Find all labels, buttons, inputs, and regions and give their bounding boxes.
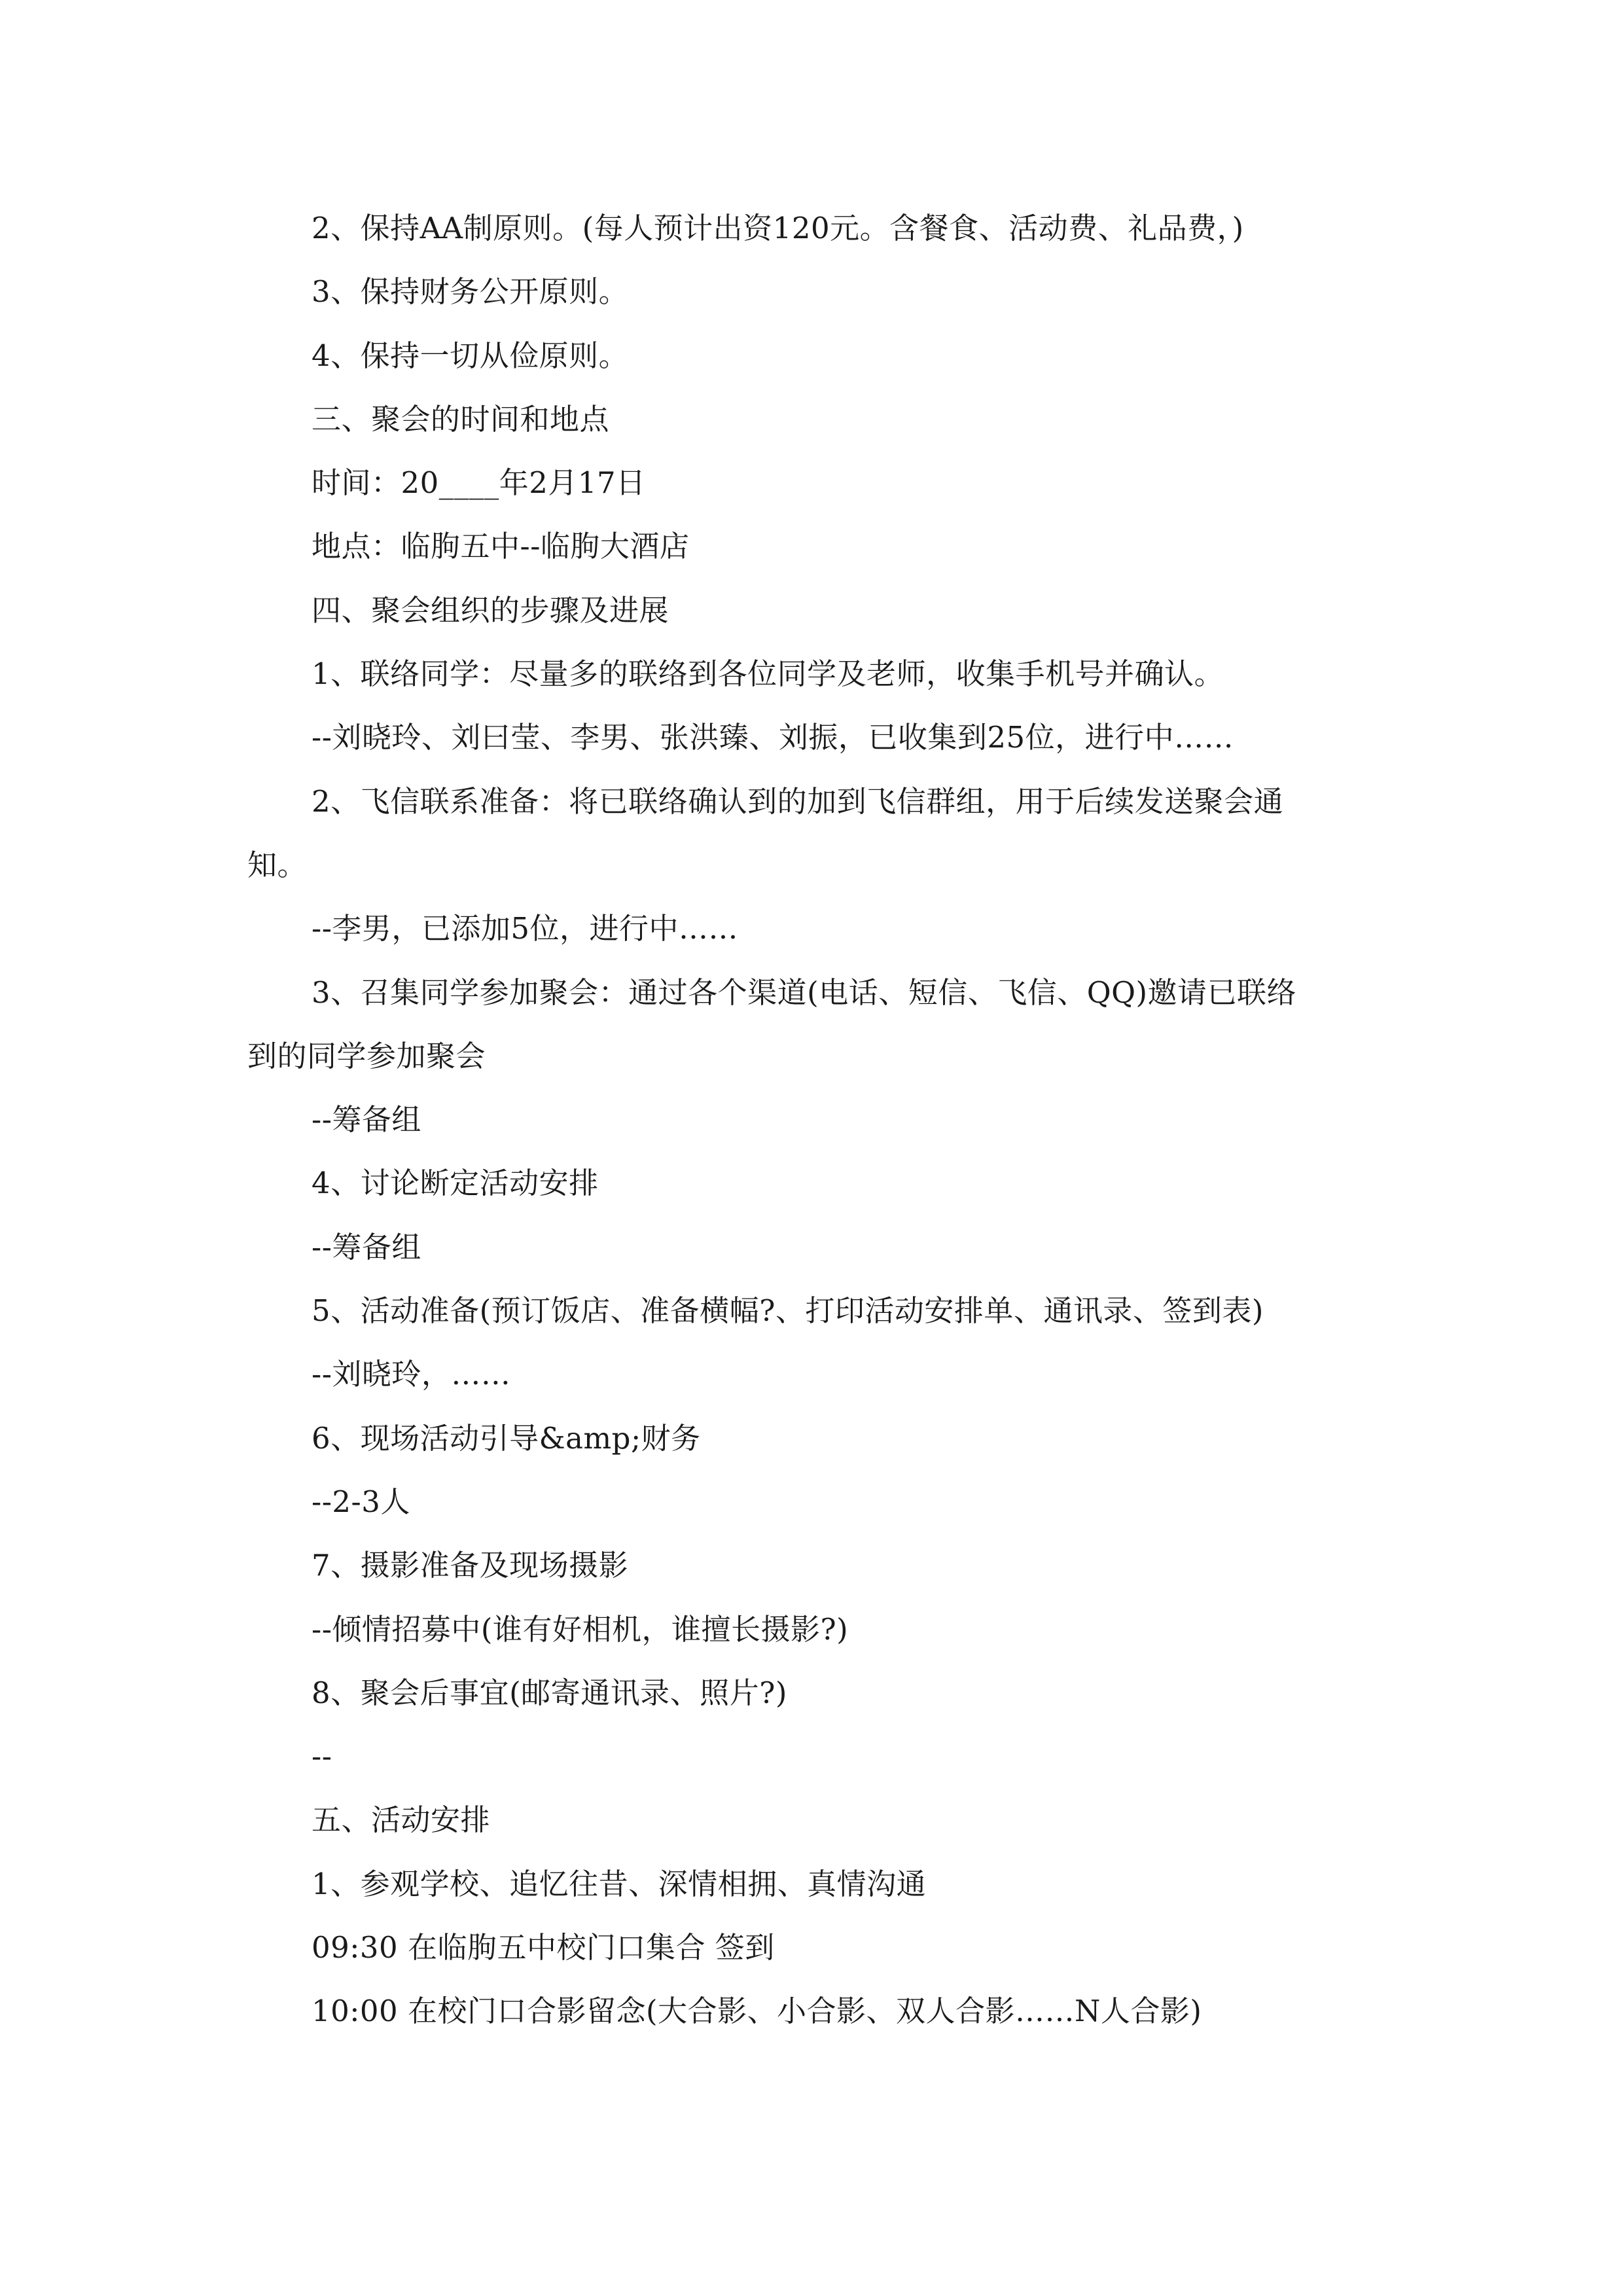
paragraph-line: --倾情招募中(谁有好相机，谁擅长摄影?) [312, 1611, 849, 1647]
paragraph-line: --李男，已添加5位，进行中…… [312, 911, 739, 946]
section-heading: 四、聚会组织的步骤及进展 [312, 592, 669, 628]
schedule-line: 10:00 在校门口合影留念(大合影、小合影、双人合影……N人合影) [312, 1994, 1202, 2029]
paragraph-line: --筹备组 [312, 1229, 421, 1265]
paragraph-line: --2-3人 [312, 1484, 410, 1519]
paragraph-line: 1、联络同学：尽量多的联络到各位同学及老师，收集手机号并确认。 [312, 656, 1224, 692]
paragraph-line: 3、召集同学参加聚会：通过各个渠道(电话、短信、飞信、QQ)邀请已联络 [312, 975, 1297, 1010]
paragraph-line: 8、聚会后事宜(邮寄通讯录、照片?) [312, 1675, 787, 1710]
paragraph-line: 地点：临朐五中--临朐大酒店 [312, 529, 690, 564]
paragraph-line: --刘晓玲，…… [312, 1357, 511, 1392]
paragraph-line: 5、活动准备(预订饭店、准备横幅?、打印活动安排单、通讯录、签到表) [312, 1293, 1264, 1329]
paragraph-line: --刘晓玲、刘曰莹、李男、张洪臻、刘振，已收集到25位，进行中…… [312, 720, 1234, 755]
section-heading: 五、活动安排 [312, 1803, 491, 1838]
paragraph-line: 4、讨论断定活动安排 [312, 1166, 599, 1201]
section-heading: 三、聚会的时间和地点 [312, 401, 610, 437]
paragraph-line: 7、摄影准备及现场摄影 [312, 1548, 629, 1583]
paragraph-line: 时间：20____年2月17日 [312, 465, 646, 501]
document-body [247, 196, 1380, 2043]
paragraph-line: 2、保持AA制原则。(每人预计出资120元。含餐食、活动费、礼品费，) [312, 211, 1244, 245]
schedule-line: 09:30 在临朐五中校门口集合 签到 [312, 1930, 775, 1965]
paragraph-line: 知。 [247, 847, 308, 882]
paragraph-line: 到的同学参加聚会 [247, 1038, 486, 1073]
paragraph-line: 6、现场活动引导&amp;财务 [312, 1420, 701, 1456]
paragraph-line: 4、保持一切从俭原则。 [312, 338, 629, 373]
paragraph-line: 2、飞信联系准备：将已联络确认到的加到飞信群组，用于后续发送聚会通 [312, 783, 1284, 819]
paragraph-line: 1、参观学校、追忆往昔、深情相拥、真情沟通 [312, 1866, 927, 1901]
paragraph-line: -- [312, 1739, 332, 1774]
paragraph-line: --筹备组 [312, 1102, 421, 1138]
paragraph-line: 3、保持财务公开原则。 [312, 274, 629, 310]
